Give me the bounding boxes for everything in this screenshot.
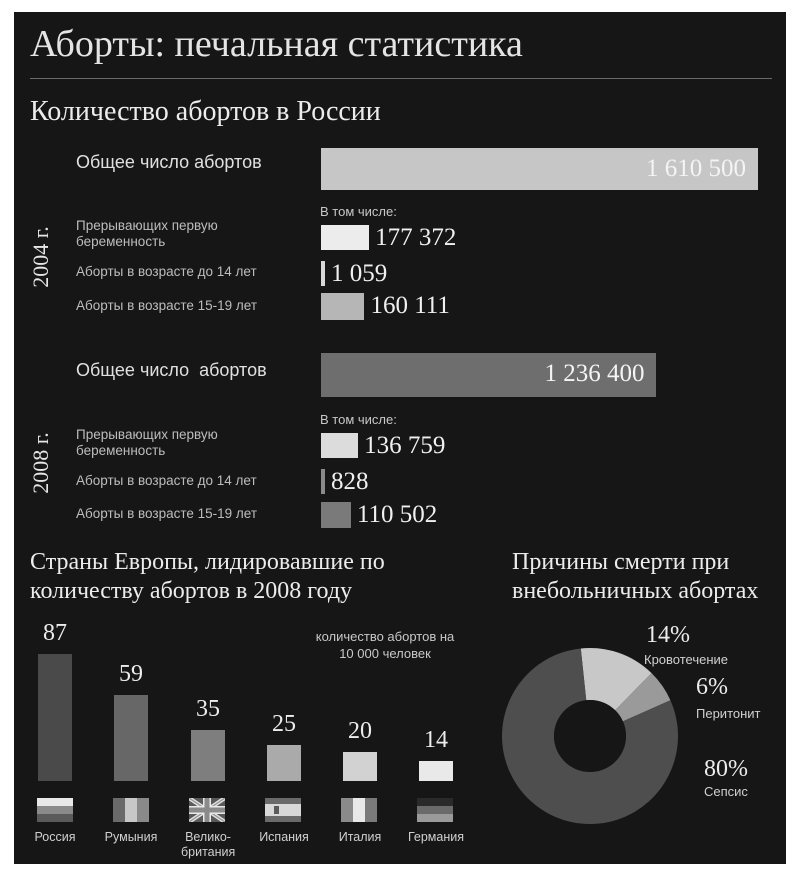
value-total-2008: 1 236 400 (544, 360, 645, 387)
country-label-romania: Румыния (104, 830, 158, 844)
europe-value-uk: 35 (196, 695, 220, 722)
row-label-15-19-2008: Аборты в возрасте 15-19 лет (76, 506, 258, 521)
europe-bar-russia (38, 654, 72, 781)
total-label-2008: Общее число абортов (76, 360, 267, 380)
flag-germany-icon (417, 798, 453, 822)
donut-hole (554, 700, 626, 772)
europe-bar-romania (114, 695, 148, 781)
title-divider (30, 78, 772, 79)
death-causes-donut (500, 646, 680, 826)
europe-bar-germany (419, 761, 453, 781)
value-15-19-2004: 160 111 (370, 292, 450, 319)
year-label-2008: 2008 г. (28, 432, 53, 494)
flag-uk-icon (189, 798, 225, 822)
value-first-pregnancy-2008: 136 759 (364, 432, 446, 459)
europe-note: количество абортов на 10 000 человек (315, 629, 455, 661)
donut-cause-sepsis: Сепсис (704, 784, 748, 799)
country-label-italy: Италия (338, 830, 382, 844)
total-label-2004: Общее число абортов (76, 152, 262, 172)
row-label-first-pregnancy-2004: Прерывающих первую беременность (76, 218, 218, 249)
row-label-15-19-2004: Аборты в возрасте 15-19 лет (76, 298, 258, 313)
value-first-pregnancy-2004: 177 372 (375, 224, 457, 251)
page-title: Аборты: печальная статистика (30, 23, 523, 65)
europe-bar-uk (191, 730, 225, 781)
donut-cause-bleeding: Кровотечение (644, 652, 729, 667)
value-total-2004: 1 610 500 (646, 155, 746, 182)
subtitle-including-2004: В том числе: (320, 204, 397, 219)
europe-bar-spain (267, 745, 301, 781)
europe-bar-italy (343, 752, 377, 781)
value-15-19-2008: 110 502 (356, 501, 438, 528)
flag-russia-icon (37, 798, 73, 822)
europe-value-italy: 20 (348, 717, 372, 744)
value-under14-2004: 1 059 (331, 260, 388, 287)
bar-15-19-2004 (321, 293, 364, 320)
country-label-uk: Велико-британия (181, 830, 236, 859)
country-label-russia: Россия (34, 830, 76, 844)
country-label-germany: Германия (407, 830, 465, 844)
donut-cause-peritonitis: Перитонит (696, 706, 761, 721)
europe-section-title: Страны Европы, лидировавшие по количеству абортов в 2008 году (30, 549, 385, 604)
country-label-spain: Испания (259, 830, 309, 844)
europe-value-romania: 59 (119, 660, 143, 687)
donut-pct-peritonitis: 6% (696, 674, 728, 700)
deaths-section-title: Причины смерти при внебольничных абортах (512, 549, 759, 604)
subtitle-including-2008: В том числе: (320, 412, 397, 427)
bar-under14-2004 (321, 261, 325, 286)
flag-italy-icon (341, 798, 377, 822)
bar-first-pregnancy-2008 (321, 433, 358, 458)
europe-value-russia: 87 (43, 620, 67, 646)
row-label-under14-2008: Аборты в возрасте до 14 лет (76, 473, 257, 488)
flag-spain-icon (265, 798, 301, 822)
donut-pct-bleeding: 14% (646, 622, 690, 648)
europe-value-spain: 25 (272, 710, 296, 737)
year-label-2004: 2004 г. (28, 226, 53, 288)
bar-15-19-2008 (321, 502, 351, 528)
row-label-first-pregnancy-2008: Прерывающих первую беременность (76, 427, 218, 458)
russia-section-title: Количество абортов в России (30, 96, 381, 127)
infographic-card (14, 12, 786, 864)
europe-value-germany: 14 (424, 726, 448, 753)
donut-pct-sepsis: 80% (704, 756, 748, 782)
value-under14-2008: 828 (331, 468, 369, 495)
bar-under14-2008 (321, 469, 325, 494)
row-label-under14-2004: Аборты в возрасте до 14 лет (76, 264, 257, 279)
flag-romania-icon (113, 798, 149, 822)
bar-first-pregnancy-2004 (321, 225, 369, 250)
